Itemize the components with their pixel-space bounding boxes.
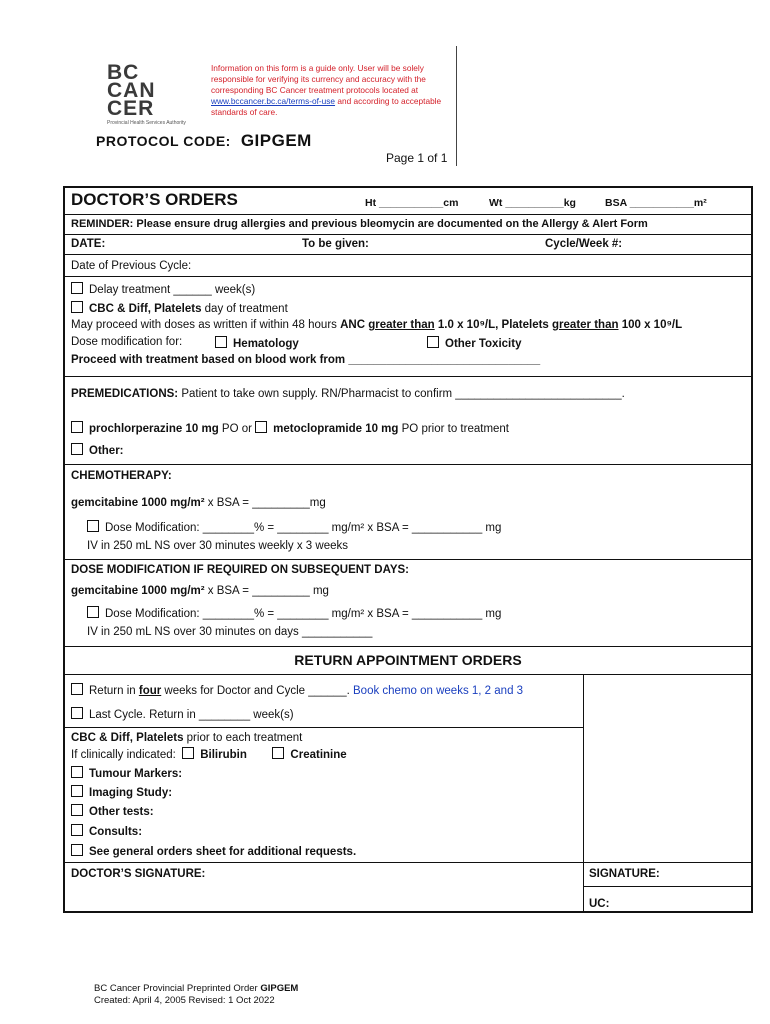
proceed-blood-work[interactable]: Proceed with treatment based on blood work from ______________________________ bbox=[71, 354, 541, 366]
imaging-checkbox[interactable] bbox=[71, 785, 83, 797]
disclaimer: Information on this form is a guide only. User will be solely responsible for verifying its currency and accuracy with the corresponding BC Cancer treatment protocols located at www.bccancer.bc.ca/terms-of-use and according to acceptable standards of care. bbox=[211, 63, 442, 117]
premedications: PREMEDICATIONS: Patient to take own supply. RN/Pharmacist to confirm __________________________. bbox=[71, 388, 625, 400]
reminder: REMINDER: Please ensure drug allergies and previous bleomycin are documented on the Allergy & Alert Form bbox=[71, 218, 648, 230]
signature-field[interactable]: SIGNATURE: bbox=[589, 868, 660, 880]
chemo-title: CHEMOTHERAPY: bbox=[71, 470, 172, 482]
proceed-criteria: May proceed with doses as written if within 48 hours ANC greater than 1.0 x 10⁹/L, Platelets greater than 100 x 10⁹/L bbox=[71, 319, 683, 331]
return-title: RETURN APPOINTMENT ORDERS bbox=[294, 652, 522, 668]
page-number: Page 1 of 1 bbox=[386, 151, 448, 165]
imaging-study: Imaging Study: bbox=[71, 785, 172, 799]
consults-checkbox[interactable] bbox=[71, 824, 83, 836]
bsa-field[interactable]: BSA ___________m² bbox=[605, 197, 707, 209]
dose-sub-title: DOSE MODIFICATION IF REQUIRED ON SUBSEQUENT DAYS: bbox=[71, 564, 409, 576]
hematology-option: Hematology bbox=[215, 336, 299, 350]
toxicity-option: Other Toxicity bbox=[427, 336, 521, 350]
return-four-checkbox[interactable] bbox=[71, 683, 83, 695]
date-field[interactable]: DATE: bbox=[71, 238, 106, 250]
dose-sub-iv: IV in 250 mL NS over 30 minutes on days ___________ bbox=[87, 626, 373, 638]
hematology-checkbox[interactable] bbox=[215, 336, 227, 348]
creatinine-checkbox[interactable] bbox=[272, 747, 284, 759]
metoclopramide-checkbox[interactable] bbox=[255, 421, 267, 433]
delay-treatment-row: Delay treatment ______ week(s) bbox=[71, 282, 255, 296]
uc-divider bbox=[583, 886, 751, 887]
other-tests: Other tests: bbox=[71, 804, 154, 818]
dose-sub-dose: gemcitabine 1000 mg/m² x BSA = _________ mg bbox=[71, 585, 329, 597]
header-divider bbox=[456, 46, 457, 166]
antiemetic-row: prochlorperazine 10 mg PO or metoclopramide 10 mg PO prior to treatment bbox=[71, 421, 509, 435]
tumour-checkbox[interactable] bbox=[71, 766, 83, 778]
chemo-dose: gemcitabine 1000 mg/m² x BSA = _________mg bbox=[71, 497, 326, 509]
right-column-divider bbox=[583, 674, 584, 911]
uc-field[interactable]: UC: bbox=[589, 898, 610, 910]
orders-form bbox=[63, 186, 753, 913]
consults: Consults: bbox=[71, 824, 142, 838]
tests-divider bbox=[65, 727, 583, 728]
doctor-signature[interactable]: DOCTOR’S SIGNATURE: bbox=[71, 868, 206, 880]
general-orders: See general orders sheet for additional requests. bbox=[71, 844, 356, 858]
dose-mod-label: Dose modification for: bbox=[71, 336, 183, 348]
weight-field[interactable]: Wt __________kg bbox=[489, 197, 576, 209]
return-four-weeks: Return in four weeks for Doctor and Cycle ______. Book chemo on weeks 1, 2 and 3 bbox=[71, 683, 523, 697]
premed-other-checkbox[interactable] bbox=[71, 443, 83, 455]
chemo-dose-mod: Dose Modification: ________% = ________ mg/m² x BSA = ___________ mg bbox=[87, 520, 501, 534]
last-cycle: Last Cycle. Return in ________ week(s) bbox=[71, 707, 294, 721]
premed-other: Other: bbox=[71, 443, 124, 457]
terms-link[interactable]: www.bccancer.bc.ca/terms-of-use bbox=[211, 96, 336, 106]
to-be-given-field[interactable]: To be given: bbox=[302, 238, 369, 250]
form-title: DOCTOR’S ORDERS bbox=[71, 190, 238, 209]
cbc-checkbox[interactable] bbox=[71, 301, 83, 313]
tests-cbc: CBC & Diff, Platelets prior to each treatment bbox=[71, 732, 303, 744]
prochlorperazine-checkbox[interactable] bbox=[71, 421, 83, 433]
other-tests-checkbox[interactable] bbox=[71, 804, 83, 816]
last-cycle-checkbox[interactable] bbox=[71, 707, 83, 719]
bilirubin-checkbox[interactable] bbox=[182, 747, 194, 759]
logo-subtitle: Provincial Health Services Authority bbox=[107, 120, 186, 126]
toxicity-checkbox[interactable] bbox=[427, 336, 439, 348]
delay-checkbox[interactable] bbox=[71, 282, 83, 294]
chemo-dose-mod-checkbox[interactable] bbox=[87, 520, 99, 532]
cbc-row: CBC & Diff, Platelets day of treatment bbox=[71, 301, 288, 315]
dose-sub-mod: Dose Modification: ________% = ________ mg/m² x BSA = ___________ mg bbox=[87, 606, 501, 620]
protocol-code: PROTOCOL CODE: GIPGEM bbox=[96, 131, 312, 150]
bc-cancer-logo: BC CAN CER bbox=[107, 61, 156, 120]
clinically-indicated: If clinically indicated: Bilirubin Creatinine bbox=[71, 749, 347, 761]
cycle-week-field[interactable]: Cycle/Week #: bbox=[545, 238, 623, 250]
footer: BC Cancer Provincial Preprinted Order GIPGEM Created: April 4, 2005 Revised: 1 Oct 2022 bbox=[94, 983, 299, 1006]
general-orders-checkbox[interactable] bbox=[71, 844, 83, 856]
chemo-iv: IV in 250 mL NS over 30 minutes weekly x 3 weeks bbox=[87, 540, 348, 552]
height-field[interactable]: Ht ___________cm bbox=[365, 197, 459, 209]
previous-cycle-field[interactable]: Date of Previous Cycle: bbox=[71, 260, 192, 272]
tumour-markers: Tumour Markers: bbox=[71, 766, 182, 780]
dose-sub-mod-checkbox[interactable] bbox=[87, 606, 99, 618]
